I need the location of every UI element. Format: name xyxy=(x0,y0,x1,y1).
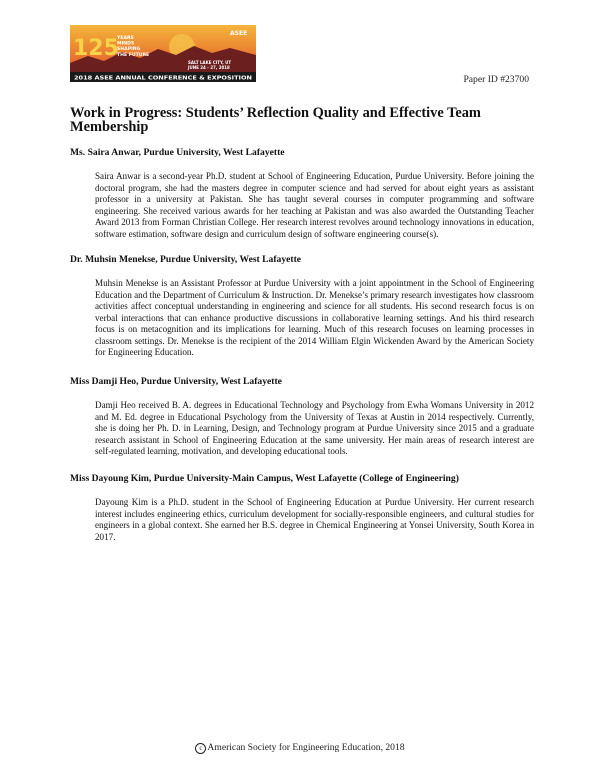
banner-125-number: 125 xyxy=(73,36,119,61)
author-name: Ms. Saira Anwar, Purdue University, West Lafayette xyxy=(70,147,285,158)
copyright-icon: c xyxy=(195,743,206,754)
paper-id: Paper ID #23700 xyxy=(463,74,529,85)
author-section xyxy=(70,147,534,240)
conference-banner-graphic xyxy=(70,25,256,82)
asee-badge: ASEE xyxy=(230,30,248,37)
author-name: Dr. Muhsin Menekse, Purdue University, West Lafayette xyxy=(70,254,302,265)
author-bio: Saira Anwar is a second-year Ph.D. student at School of Engineering Education, Purdue University. Before joining the doctoral program, she had the masters degree in computer science and had served for about eight years as assistant professor in a university at Pakistan. She has taught several courses in computer programming and software engineering. She received various awards for her teaching at Pakistan and was also awarded the Outstanding Teacher Award 2013 from Forman Christian College. Her research interest revolves around technology innovations in education, software estimation, software design and curriculum design of software engineering course(s). xyxy=(95,171,534,239)
author-bio: Muhsin Menekse is an Assistant Professor at Purdue University with a joint appointment in the School of Engineering Education and the Department of Curriculum & Instruction. Dr. Menekse’s primary research investigates how classroom activities affect conceptual understanding in engineering and science for all students. His second research focus is on verbal interactions that can enhance productive discussions in collaborative learning settings. And his third research focus is on metacognition and its implications for learning. Much of this research focuses on learning processes in classroom settings. Dr. Menekse is the recipient of the 2014 William Elgin Wickenden Award by the American Society for Engineering Education. xyxy=(95,278,534,357)
banner-conference-name: 2018 ASEE ANNUAL CONFERENCE & EXPOSITION xyxy=(74,75,253,82)
author-section xyxy=(70,254,534,359)
banner-location-line: SALT LAKE CITY, UT xyxy=(188,60,232,65)
page-footer xyxy=(0,742,600,754)
author-name: Miss Dayoung Kim, Purdue University-Main Campus, West Lafayette (College of Engineering) xyxy=(70,473,459,484)
banner-location-line: JUNE 24 - 27, 2018 xyxy=(188,65,230,70)
author-section xyxy=(70,376,534,458)
banner-years-line: THE FUTURE xyxy=(117,52,150,58)
banner-years-line: MINDS xyxy=(117,41,135,47)
author-section xyxy=(70,473,534,543)
paper-title: Work in Progress: Students’ Reflection Quality and Effective Team Membership xyxy=(70,105,481,135)
banner-location xyxy=(187,60,233,70)
author-bio: Dayoung Kim is a Ph.D. student in the School of Engineering Education at Purdue University. Her current research interest includes engineering ethics, curriculum development for socially-responsible engineers, and cultural studies for engineers in a global context. She earned her B.S. degree in Chemical Engineering at Yonsei University, South Korea in 2017. xyxy=(95,497,534,542)
footer-text: American Society for Engineering Education, 2018 xyxy=(207,742,405,753)
author-bio: Damji Heo received B. A. degrees in Educational Technology and Psychology from Ewha Womans University in 2012 and M. Ed. degree in Educational Psychology from the University of Texas at Austin in 2014 respectively. Currently, she is doing her Ph. D. in Learning, Design, and Technology program at Purdue University since 2015 and a graduate research assistant in School of Engineering Education at the same university. Her main areas of research interest are self-regulated learning, motivation, and developing educational tools. xyxy=(95,400,534,456)
banner-years-line: YEARS xyxy=(117,36,134,41)
conference-banner xyxy=(70,25,256,82)
author-name: Miss Damji Heo, Purdue University, West Lafayette xyxy=(70,376,282,387)
banner-years-line: SHAPING xyxy=(117,47,141,53)
